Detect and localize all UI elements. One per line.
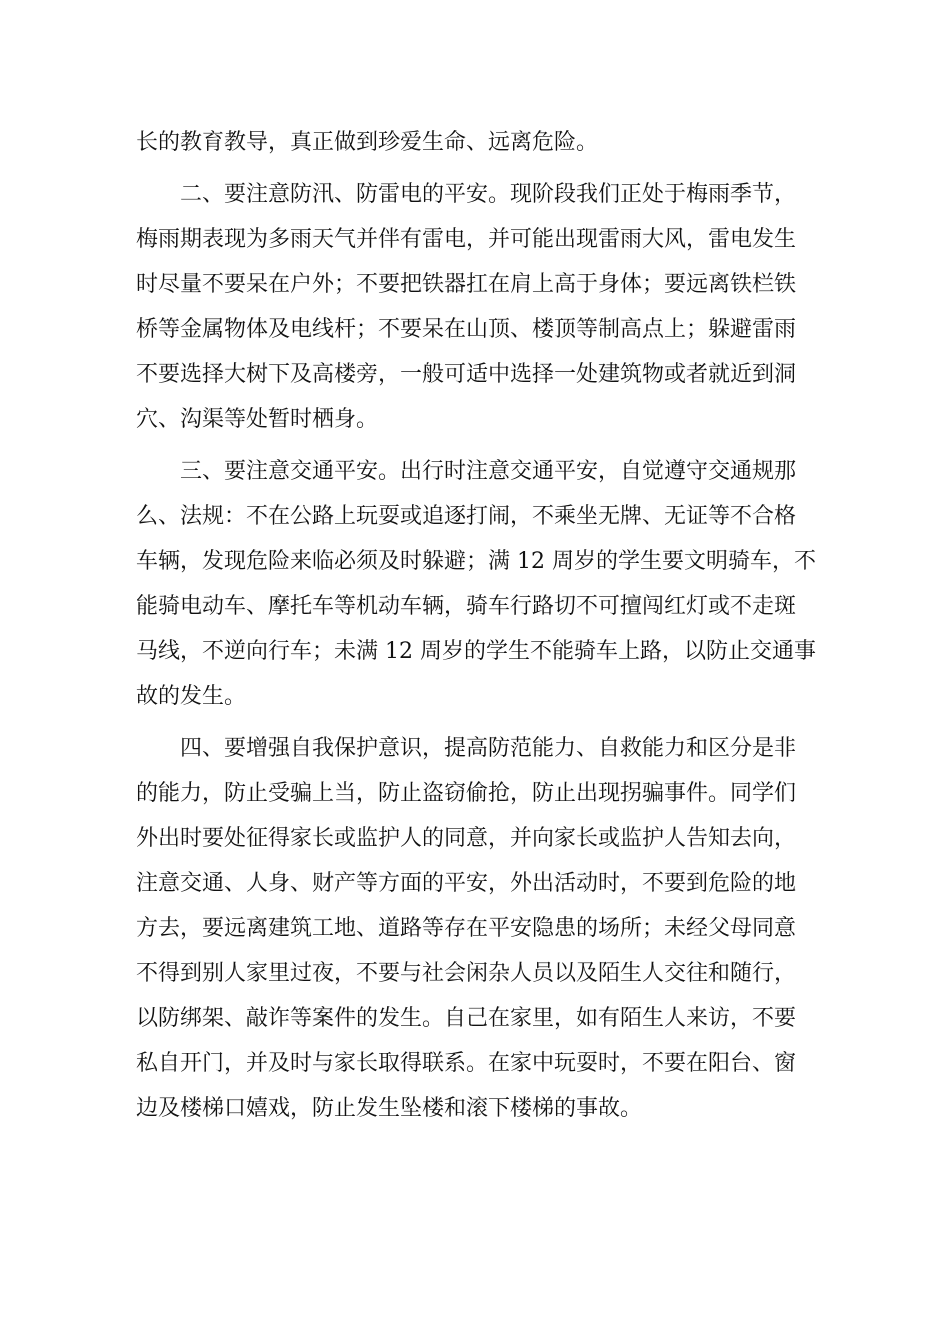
text-line: 马线，不逆向行车；未满 12 周岁的学生不能骑车上路，以防止交通事 [136,639,816,664]
paragraph-intro-tail [136,120,822,165]
text-line: 故的发生。 [136,684,247,709]
text-line: 外出时要处征得家长或监护人的同意，并向家长或监护人告知去向， [136,826,797,851]
text-line: 四、要增强自我保护意识，提高防范能力、自救能力和区分是非 [180,736,797,761]
text-line: 三、要注意交通平安。出行时注意交通平安，自觉遵守交通规那 [180,459,797,484]
text-line: 的能力，防止受骗上当，防止盗窃偷抢，防止出现拐骗事件。同学们 [136,781,797,806]
text-line: 车辆，发现危险来临必须及时躲避；满 12 周岁的学生要文明骑车，不 [136,549,816,574]
text-line: 以防绑架、敲诈等案件的发生。自己在家里，如有陌生人来访，不要 [136,1006,797,1031]
text-line: 不要选择大树下及高楼旁，一般可适中选择一处建筑物或者就近到洞 [136,362,797,387]
text-line: 二、要注意防汛、防雷电的平安。现阶段我们正处于梅雨季节， [180,182,797,207]
paragraph-self-protection [136,726,822,1131]
text-line: 梅雨期表现为多雨天气并伴有雷电，并可能出现雷雨大风，雷电发生 [136,227,797,252]
paragraph-traffic [136,449,822,719]
paragraph-flood-lightning [136,172,822,442]
text-line: 方去，要远离建筑工地、道路等存在平安隐患的场所；未经父母同意 [136,916,797,941]
text-line: 时尽量不要呆在户外；不要把铁器扛在肩上高于身体；要远离铁栏铁 [136,272,797,297]
text-line: 长的教育教导，真正做到珍爱生命、远离危险。 [136,130,599,155]
text-line: 能骑电动车、摩托车等机动车辆，骑车行路切不可擅闯红灯或不走斑 [136,594,797,619]
document-body [136,120,822,1131]
text-line: 边及楼梯口嬉戏，防止发生坠楼和滚下楼梯的事故。 [136,1096,643,1121]
text-line: 么、法规：不在公路上玩耍或追逐打闹，不乘坐无牌、无证等不合格 [136,504,797,529]
text-line: 不得到别人家里过夜，不要与社会闲杂人员以及陌生人交往和随行， [136,961,797,986]
text-line: 私自开门，并及时与家长取得联系。在家中玩耍时，不要在阳台、窗 [136,1051,797,1076]
text-line: 穴、沟渠等处暂时栖身。 [136,407,379,432]
text-line: 注意交通、人身、财产等方面的平安，外出活动时，不要到危险的地 [136,871,797,896]
text-line: 桥等金属物体及电线杆；不要呆在山顶、楼顶等制高点上；躲避雷雨 [136,317,797,342]
